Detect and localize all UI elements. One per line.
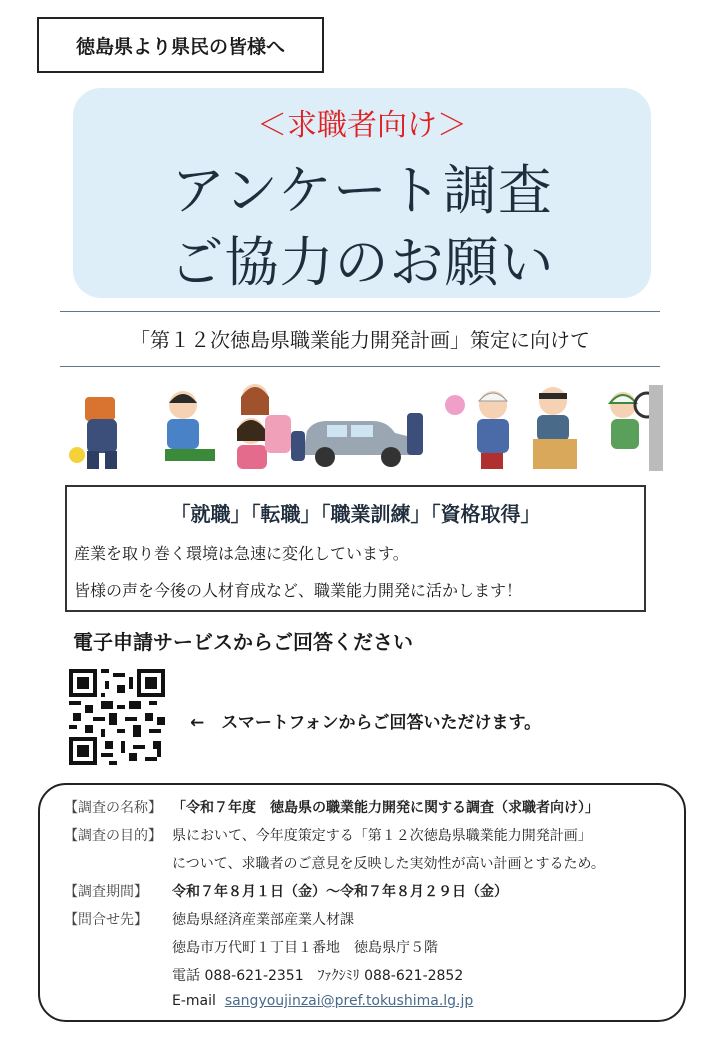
page-title-line2: ご協力のお願い <box>169 231 555 294</box>
keywords-title: 「就職」「転職」「職業訓練」「資格取得」 <box>170 502 541 526</box>
subtitle: ＜求職者向け＞ <box>257 108 467 143</box>
online-heading: 電子申請サービスからご回答ください <box>73 630 413 654</box>
contact-address: 徳島市万代町１丁目１番地 徳島県庁５階 <box>172 940 438 956</box>
contact-label: 【問合せ先】 <box>64 912 148 928</box>
lineworker-illustration <box>610 385 663 471</box>
electronics-worker-illustration <box>165 391 215 461</box>
keywords-line2: 皆様の声を今後の人材育成など、職業能力開発に活かします！ <box>74 581 523 600</box>
welder-illustration <box>69 397 117 469</box>
survey-name-label: 【調査の名称】 <box>64 800 162 816</box>
car-mechanic-illustration <box>291 413 423 467</box>
email-link[interactable]: sangyoujinzai@pref.tokushima.lg.jp <box>224 993 474 1009</box>
survey-purpose-label: 【調査の目的】 <box>64 828 162 844</box>
survey-period-value: 令和７年８月１日（金）～令和７年８月２９日（金） <box>172 884 508 900</box>
qr-note: ← スマートフォンからご回答いただけます。 <box>190 713 542 733</box>
keywords-line1: 産業を取り巻く環境は急速に変化しています。 <box>74 544 409 563</box>
plan-line: 「第１２次徳島県職業能力開発計画」策定に向けて <box>130 328 590 352</box>
qr-code[interactable] <box>69 669 165 765</box>
header-label: 徳島県より県民の皆様へ <box>37 17 324 73</box>
divider-bottom <box>60 366 660 367</box>
survey-purpose-line2: について、求職者のご意見を反映した実効性が高い計画とするため。 <box>172 856 605 872</box>
contact-phone: 電話 088-621-2351 ﾌｧｸｼﾐﾘ 088-621-2852 <box>172 968 464 984</box>
contact-email-row <box>172 993 473 1009</box>
workers-illustration <box>55 375 675 475</box>
info-box <box>38 783 686 1022</box>
survey-name-value: 「令和７年度 徳島県の職業能力開発に関する調査（求職者向け）」 <box>172 800 599 816</box>
page-title-line1: アンケート調査 <box>171 159 553 222</box>
carpenter-illustration <box>533 387 577 469</box>
hairdresser-illustration <box>237 384 291 469</box>
survey-period-label: 【調査期間】 <box>64 884 148 900</box>
painter-illustration <box>445 391 509 469</box>
contact-org: 徳島県経済産業部産業人材課 <box>172 912 354 928</box>
survey-purpose-line1: 県において、今年度策定する「第１２次徳島県職業能力開発計画」 <box>172 828 592 844</box>
email-prefix: E-mail <box>172 993 216 1009</box>
divider-top <box>60 311 660 312</box>
